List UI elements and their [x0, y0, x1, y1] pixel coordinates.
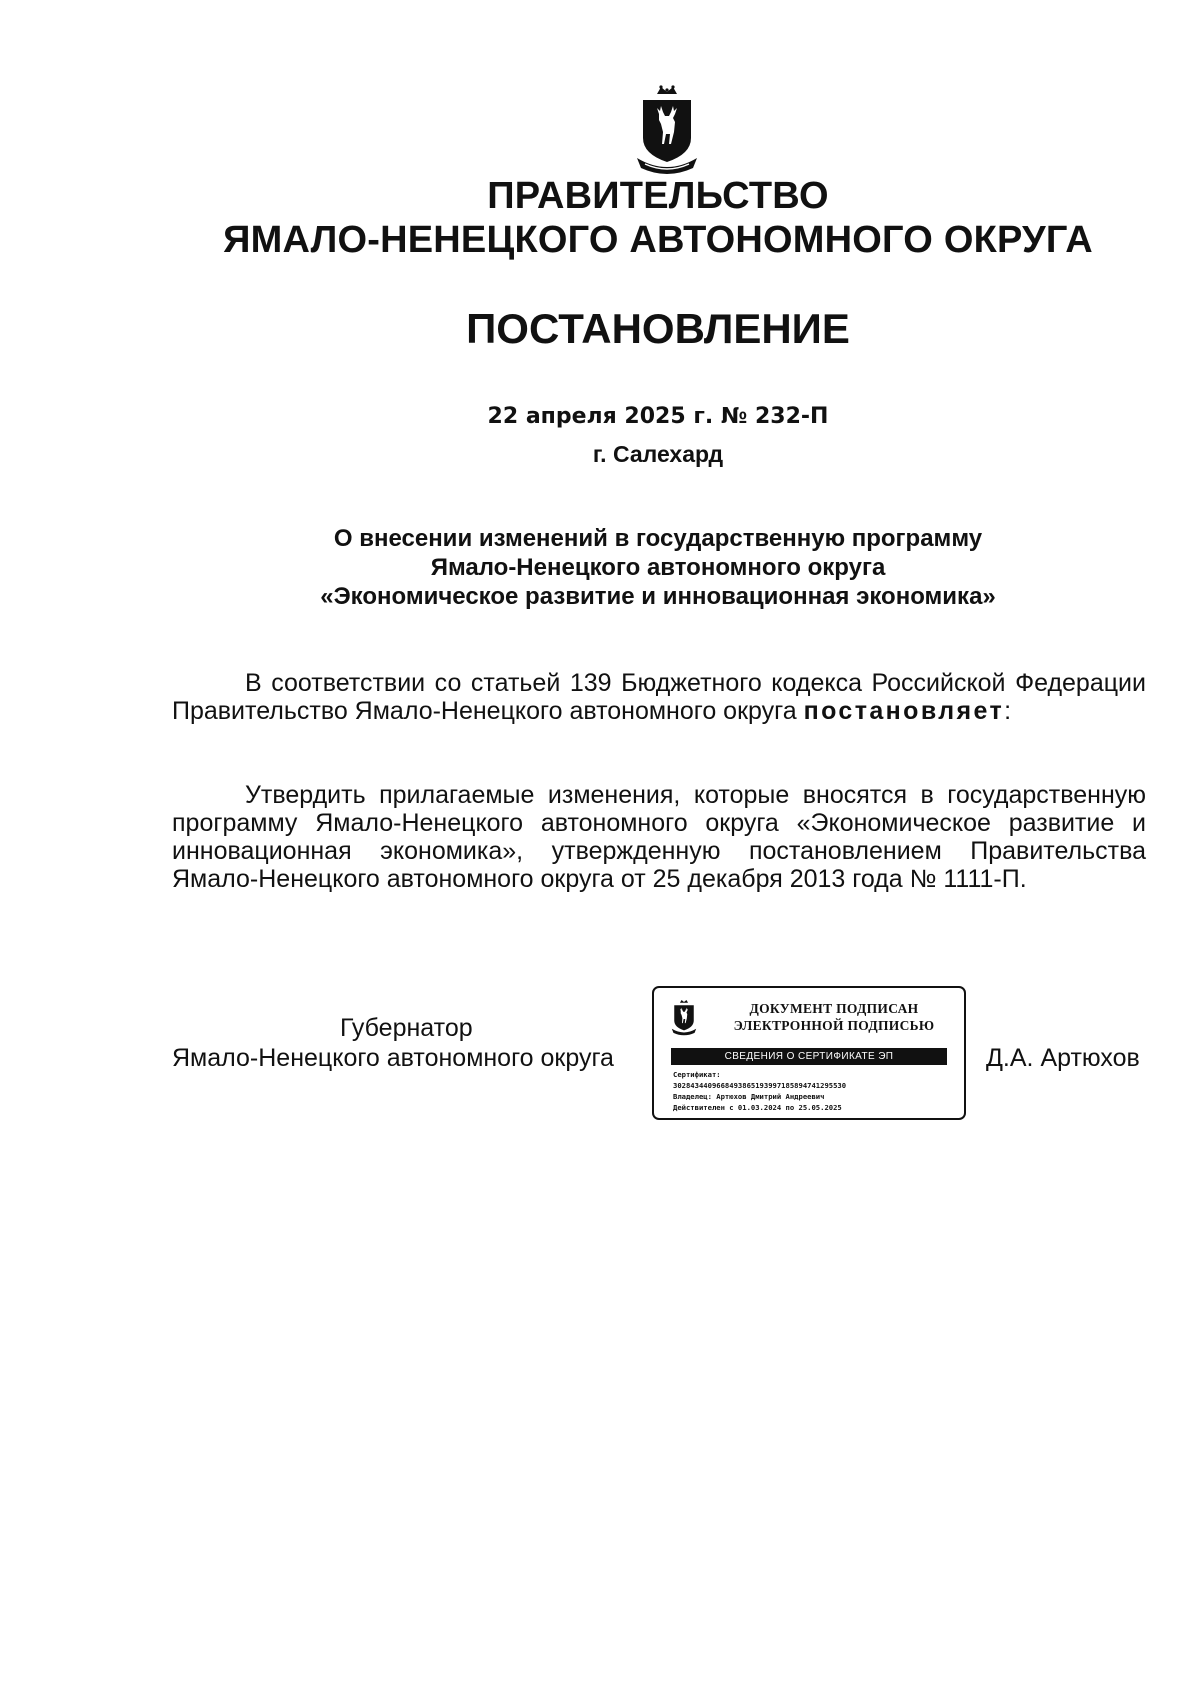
- electronic-signature-stamp: [652, 986, 966, 1120]
- coat-of-arms-icon: [671, 998, 697, 1036]
- document-type-title: ПОСТАНОВЛЕНИЕ: [466, 305, 850, 352]
- city-name: г. Салехард: [592, 441, 724, 467]
- preamble-colon: :: [1004, 697, 1012, 725]
- certificate-label: Сертификат:: [673, 1070, 721, 1079]
- resolution-text: Утвердить прилагаемые изменения, которые вносятся в государственную программу Ямало-Ненецкого автономного округа «Экономическое развитие и инновационная экономика», утвержденную постановлением Правительства Ямало-Ненецкого автономного округа от 25 декабря 2013 года № 1111-П.: [172, 781, 1146, 893]
- signer-name: Д.А. Артюхов: [986, 1044, 1140, 1072]
- signatory-title-line2: Ямало-Ненецкого автономного округа: [172, 1044, 614, 1072]
- document-subject: [0, 524, 1200, 611]
- certificate-number: 3028434409668493865193997185894741295530: [673, 1081, 847, 1090]
- resolves-word: постановляет: [803, 697, 1005, 725]
- stamp-heading: [714, 1000, 954, 1034]
- resolution-paragraph: [172, 781, 1146, 893]
- stamp-heading-line1: ДОКУМЕНТ ПОДПИСАН: [749, 1001, 919, 1016]
- coat-of-arms-icon: [635, 84, 699, 174]
- org-name-line2: ЯМАЛО-НЕНЕЦКОГО АВТОНОМНОГО ОКРУГА: [223, 219, 1093, 261]
- subject-line3: «Экономическое развитие и инновационная экономика»: [320, 583, 996, 610]
- signatory-title-line1: Губернатор: [340, 1014, 473, 1042]
- subject-line1: О внесении изменений в государственную программу: [333, 525, 983, 552]
- certificate-details: [673, 1069, 953, 1113]
- date-and-number: 22 апреля 2025 г. № 232-П: [487, 404, 829, 429]
- preamble-paragraph: [172, 669, 1146, 725]
- org-name-line1: ПРАВИТЕЛЬСТВО: [487, 175, 829, 217]
- stamp-heading-line2: ЭЛЕКТРОННОЙ ПОДПИСЬЮ: [733, 1018, 935, 1033]
- certificate-owner: Владелец: Артюхов Дмитрий Андреевич: [673, 1092, 825, 1101]
- certificate-info-bar: СВЕДЕНИЯ О СЕРТИФИКАТЕ ЭП: [671, 1048, 947, 1065]
- preamble-text: В соответствии со статьей 139 Бюджетного кодекса Российской Федерации Правительство Ямало-Ненецкого автономного округа: [172, 669, 1146, 725]
- signatory-title: [172, 1013, 642, 1073]
- certificate-validity: Действителен с 01.03.2024 по 25.05.2025: [673, 1103, 842, 1112]
- subject-line2: Ямало-Ненецкого автономного округа: [430, 554, 886, 581]
